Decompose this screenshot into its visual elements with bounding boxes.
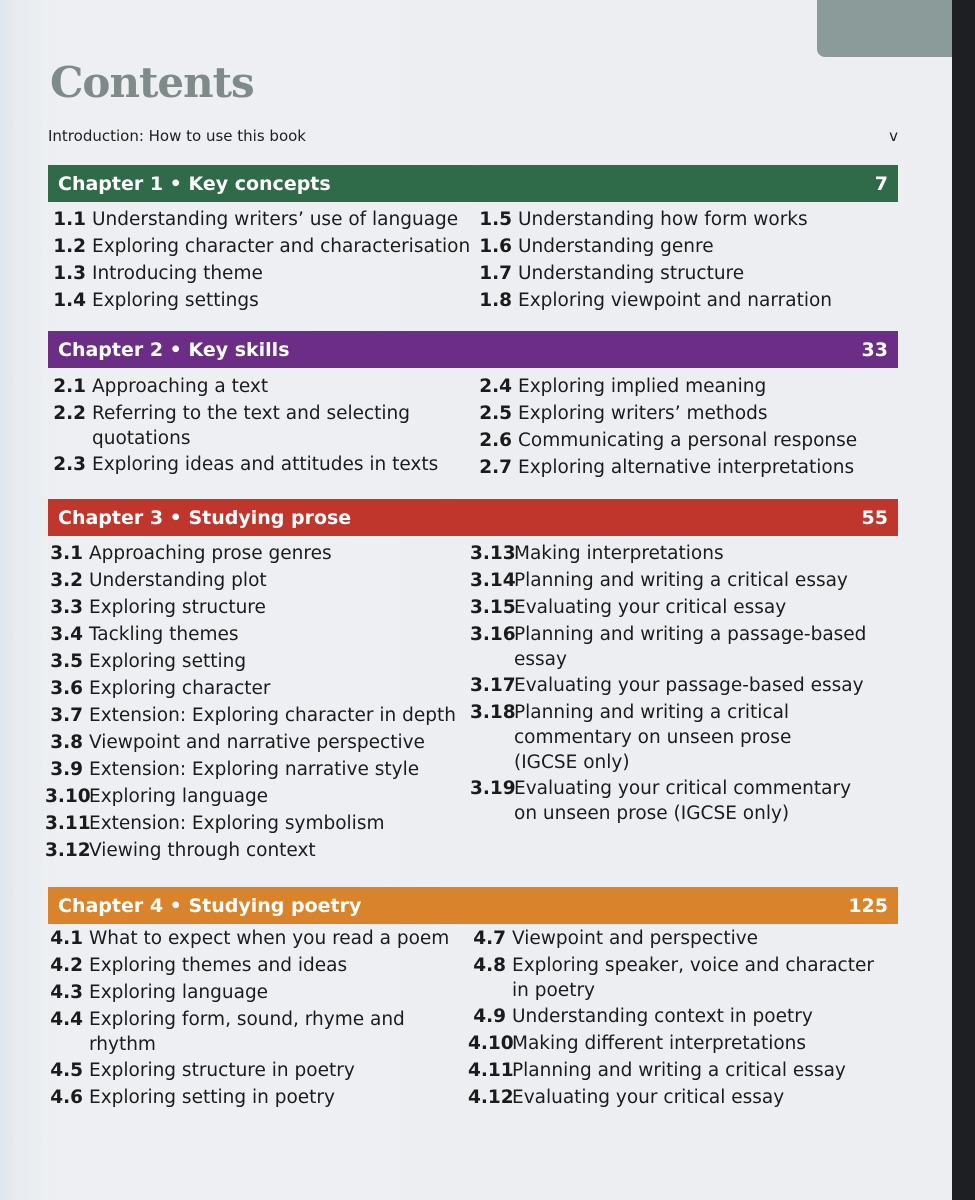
section-number: 3.17 [470,675,516,696]
section-title: Making different interpretations [512,1033,807,1054]
chapter-1-left-column [52,206,470,314]
section-number: 3.5 [50,651,83,672]
toc-entry [45,810,456,837]
toc-entry [45,675,456,702]
section-number: 1.6 [479,236,512,257]
toc-entry [478,260,832,287]
section-title: What to expect when you read a poem [89,928,450,949]
intro-label: Introduction: How to use this book [48,127,306,145]
toc-entry [45,756,456,783]
section-title: Exploring language [89,786,269,807]
section-title: Exploring ideas and attitudes in texts [92,454,439,475]
toc-entry [468,1003,874,1030]
chapter-3-header [48,499,898,536]
toc-entry [468,1057,874,1084]
section-number: 4.8 [473,955,506,976]
page-corner-tab [817,0,952,57]
section-title: Exploring character [89,678,271,699]
section-title: Extension: Exploring character in depth [89,705,456,726]
section-number: 3.4 [50,624,83,645]
section-title: Evaluating your passage-based essay [514,675,864,696]
toc-entry [45,979,449,1006]
section-number: 4.9 [473,1006,506,1027]
chapter-page-number: 55 [861,506,888,529]
section-number: 3.19 [470,778,516,799]
toc-entry [52,400,438,451]
section-number: 3.15 [470,597,516,618]
section-title: Approaching prose genres [89,543,332,564]
intro-entry [48,127,898,145]
section-title: Introducing theme [92,263,263,284]
chapter-2-left-column [52,373,438,478]
section-title: Exploring alternative interpretations [518,457,855,478]
section-number: 2.5 [479,403,512,424]
section-title: Exploring structure [89,597,266,618]
toc-entry [468,952,874,1003]
section-title: Exploring implied meaning [518,376,767,397]
section-title: Extension: Exploring symbolism [89,813,385,834]
section-number: 4.6 [50,1087,83,1108]
section-number: 4.2 [50,955,83,976]
chapter-2-header [48,331,898,368]
section-number: 1.3 [53,263,86,284]
section-number: 1.2 [53,236,86,257]
section-number: 4.4 [50,1009,83,1030]
section-number: 1.4 [53,290,86,311]
toc-entry [45,594,456,621]
section-title: Understanding writers’ use of language [92,209,459,230]
section-number: 1.8 [479,290,512,311]
section-title: Planning and writing a critical commentary on unseen prose (IGCSE only) [514,702,792,773]
section-title: Understanding how form works [518,209,808,230]
toc-entry [478,427,857,454]
section-number: 3.7 [50,705,83,726]
toc-entry [478,400,857,427]
section-number: 4.1 [50,928,83,949]
intro-page: v [889,127,898,145]
section-number: 3.11 [45,813,91,834]
section-number: 2.1 [53,376,86,397]
section-title: Exploring structure in poetry [89,1060,355,1081]
chapter-4-right-column [468,925,874,1111]
section-number: 2.4 [479,376,512,397]
chapter-title: Chapter 2 • Key skills [58,338,290,361]
chapter-3-left-column [45,540,456,864]
toc-entry [478,287,832,314]
toc-entry [45,567,456,594]
toc-entry [478,233,832,260]
toc-entry [45,925,449,952]
toc-entry [52,373,438,400]
chapter-page-number: 33 [861,338,888,361]
section-title: Communicating a personal response [518,430,858,451]
section-title: Planning and writing a passage-based essay [514,624,867,670]
chapter-2-right-column [478,373,857,481]
section-number: 1.7 [479,263,512,284]
toc-entry [470,594,866,621]
toc-entry [45,540,456,567]
toc-entry [45,783,456,810]
toc-entry [470,621,866,672]
section-title: Exploring speaker, voice and character in poetry [512,955,874,1001]
chapter-3-right-column [470,540,866,826]
section-number: 2.6 [479,430,512,451]
toc-entry [52,233,470,260]
toc-entry [478,373,857,400]
section-number: 4.11 [468,1060,514,1081]
toc-entry [478,206,832,233]
section-number: 4.12 [468,1087,514,1108]
section-number: 4.10 [468,1033,514,1054]
section-title: Understanding genre [518,236,714,257]
section-number: 4.7 [473,928,506,949]
section-title: Planning and writing a critical essay [514,570,848,591]
section-number: 3.8 [50,732,83,753]
chapter-page-number: 125 [848,894,888,917]
section-title: Exploring language [89,982,269,1003]
toc-entry [468,925,874,952]
section-number: 2.7 [479,457,512,478]
section-title: Evaluating your critical commentary on unseen prose (IGCSE only) [514,778,852,824]
section-number: 3.10 [45,786,91,807]
section-number: 4.3 [50,982,83,1003]
section-number: 3.3 [50,597,83,618]
section-title: Evaluating your critical essay [514,597,787,618]
toc-entry [45,952,449,979]
section-title: Viewpoint and perspective [512,928,759,949]
section-title: Understanding context in poetry [512,1006,813,1027]
section-title: Understanding plot [89,570,267,591]
section-title: Exploring writers’ methods [518,403,768,424]
section-number: 4.5 [50,1060,83,1081]
toc-entry [468,1030,874,1057]
section-number: 3.2 [50,570,83,591]
toc-entry [45,1084,449,1111]
section-title: Evaluating your critical essay [512,1087,785,1108]
toc-entry [45,837,456,864]
section-title: Approaching a text [92,376,269,397]
chapter-1-header [48,165,898,202]
section-title: Exploring settings [92,290,259,311]
section-title: Viewing through context [89,840,316,861]
section-title: Making interpretations [514,543,724,564]
section-title: Exploring themes and ideas [89,955,348,976]
toc-entry [52,260,470,287]
toc-entry [470,672,866,699]
section-title: Exploring setting in poetry [89,1087,335,1108]
toc-entry [45,1006,449,1057]
toc-entry [45,702,456,729]
section-number: 1.5 [479,209,512,230]
section-number: 3.16 [470,624,516,645]
page-title: Contents [50,58,254,107]
toc-entry [52,287,470,314]
section-number: 3.13 [470,543,516,564]
chapter-title: Chapter 4 • Studying poetry [58,894,362,917]
toc-entry [45,1057,449,1084]
section-title: Tackling themes [89,624,239,645]
section-number: 3.6 [50,678,83,699]
chapter-title: Chapter 3 • Studying prose [58,506,352,529]
section-title: Viewpoint and narrative perspective [89,732,425,753]
section-title: Referring to the text and selecting quotations [92,403,411,449]
section-number: 3.18 [470,702,516,723]
toc-entry [470,567,866,594]
section-number: 3.9 [50,759,83,780]
section-title: Planning and writing a critical essay [512,1060,846,1081]
chapter-title: Chapter 1 • Key concepts [58,172,331,195]
section-title: Exploring character and characterisation [92,236,471,257]
toc-entry [470,540,866,567]
toc-entry [45,621,456,648]
section-number: 3.12 [45,840,91,861]
section-number: 2.3 [53,454,86,475]
section-title: Understanding structure [518,263,745,284]
toc-entry [468,1084,874,1111]
toc-entry [52,451,438,478]
section-number: 3.1 [50,543,83,564]
chapter-page-number: 7 [874,172,888,195]
toc-entry [478,454,857,481]
section-title: Exploring form, sound, rhyme and rhythm [89,1009,405,1055]
chapter-1-right-column [478,206,832,314]
section-title: Exploring setting [89,651,247,672]
toc-entry [45,729,456,756]
chapter-4-header [48,887,898,924]
toc-entry [52,206,470,233]
toc-entry [470,699,866,775]
section-number: 2.2 [53,403,86,424]
toc-entry [470,775,866,826]
section-title: Extension: Exploring narrative style [89,759,420,780]
chapter-4-left-column [45,925,449,1111]
section-number: 3.14 [470,570,516,591]
section-number: 1.1 [53,209,86,230]
toc-entry [45,648,456,675]
section-title: Exploring viewpoint and narration [518,290,833,311]
